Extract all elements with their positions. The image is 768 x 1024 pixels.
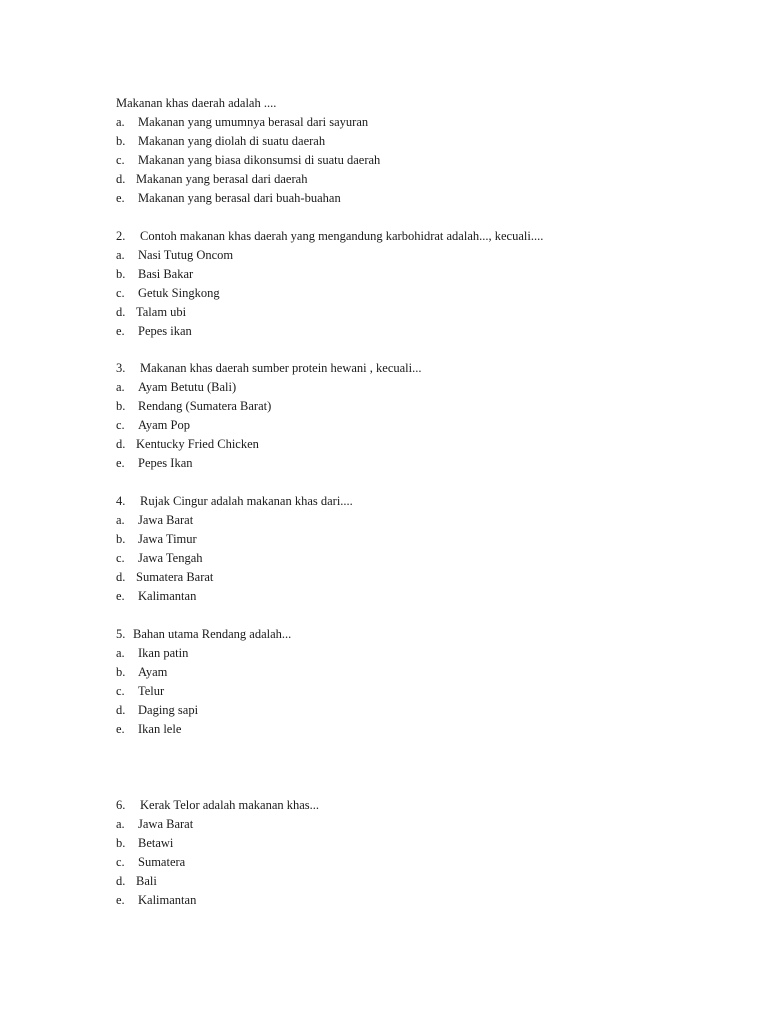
option-text: Pepes ikan <box>138 324 192 338</box>
question-5-option-c <box>116 682 164 701</box>
option-letter: a. <box>116 817 125 831</box>
option-text: Makanan yang biasa dikonsumsi di suatu daerah <box>138 153 381 167</box>
option-text: Ikan patin <box>138 646 189 660</box>
option-letter: c. <box>116 153 125 167</box>
option-text: Kentucky Fried Chicken <box>136 437 259 451</box>
option-letter: b. <box>116 134 126 148</box>
question-2-option-c <box>116 284 220 303</box>
question-6-option-b <box>116 834 173 853</box>
question-1-option-d <box>116 170 307 189</box>
question-6-option-e <box>116 891 196 910</box>
question-3-option-c <box>116 416 190 435</box>
option-letter: b. <box>116 836 126 850</box>
question-text: Kerak Telor adalah makanan khas... <box>140 798 320 812</box>
question-2-option-e <box>116 322 192 341</box>
option-text: Ayam Betutu (Bali) <box>138 380 237 394</box>
question-text: Contoh makanan khas daerah yang mengandung karbohidrat adalah..., kecuali.... <box>140 229 544 243</box>
question-1-option-a <box>116 113 368 132</box>
option-letter: d. <box>116 570 126 584</box>
option-text: Makanan yang diolah di suatu daerah <box>138 134 326 148</box>
option-letter: e. <box>116 324 125 338</box>
question-2-option-b <box>116 265 193 284</box>
option-letter: b. <box>116 532 126 546</box>
option-text: Sumatera Barat <box>136 570 214 584</box>
question-6-option-d <box>116 872 157 891</box>
option-text: Jawa Tengah <box>138 551 203 565</box>
option-letter: e. <box>116 589 125 603</box>
option-text: Makanan yang berasal dari buah-buahan <box>138 191 341 205</box>
option-letter: d. <box>116 305 126 319</box>
option-letter: b. <box>116 267 126 281</box>
option-text: Kalimantan <box>138 589 197 603</box>
question-5-option-d <box>116 701 198 720</box>
option-letter: a. <box>116 115 125 129</box>
question-1-option-b <box>116 132 325 151</box>
question-1-option-c <box>116 151 380 170</box>
option-text: Ayam <box>138 665 168 679</box>
option-text: Telur <box>138 684 165 698</box>
option-text: Nasi Tutug Oncom <box>138 248 234 262</box>
option-text: Pepes Ikan <box>138 456 193 470</box>
option-letter: c. <box>116 286 125 300</box>
question-5-option-e <box>116 720 181 739</box>
option-text: Makanan yang berasal dari daerah <box>136 172 308 186</box>
question-4-option-b <box>116 530 197 549</box>
question-4-option-d <box>116 568 213 587</box>
option-text: Betawi <box>138 836 174 850</box>
option-letter: a. <box>116 513 125 527</box>
question-3-option-e <box>116 454 193 473</box>
question-text: Rujak Cingur adalah makanan khas dari.... <box>140 494 353 508</box>
question-number: 4. <box>116 494 126 508</box>
option-text: Getuk Singkong <box>138 286 220 300</box>
option-letter: b. <box>116 665 126 679</box>
question-3-option-b <box>116 397 271 416</box>
option-letter: a. <box>116 646 125 660</box>
question-3-option-d <box>116 435 259 454</box>
question-4-option-a <box>116 511 193 530</box>
option-letter: c. <box>116 684 125 698</box>
option-text: Jawa Barat <box>138 513 194 527</box>
option-letter: d. <box>116 437 126 451</box>
option-letter: e. <box>116 893 125 907</box>
option-text: Jawa Barat <box>138 817 194 831</box>
option-text: Talam ubi <box>136 305 187 319</box>
option-letter: a. <box>116 380 125 394</box>
option-letter: c. <box>116 551 125 565</box>
option-text: Rendang (Sumatera Barat) <box>138 399 272 413</box>
option-text: Daging sapi <box>138 703 199 717</box>
option-text: Sumatera <box>138 855 186 869</box>
question-text: Bahan utama Rendang adalah... <box>133 627 292 641</box>
option-letter: c. <box>116 418 125 432</box>
question-text: Makanan khas daerah adalah .... <box>116 96 277 110</box>
question-4-option-e <box>116 587 196 606</box>
option-text: Basi Bakar <box>138 267 194 281</box>
question-number: 2. <box>116 229 126 243</box>
option-text: Kalimantan <box>138 893 197 907</box>
question-3-option-a <box>116 378 236 397</box>
question-1-option-e <box>116 189 341 208</box>
option-letter: e. <box>116 456 125 470</box>
question-5-option-a <box>116 644 188 663</box>
question-1-text <box>116 94 276 113</box>
option-text: Jawa Timur <box>138 532 197 546</box>
question-6-option-c <box>116 853 185 872</box>
option-letter: d. <box>116 172 126 186</box>
option-text: Makanan yang umumnya berasal dari sayuran <box>138 115 369 129</box>
option-letter: e. <box>116 722 125 736</box>
question-2-text <box>116 227 543 246</box>
question-5-text <box>116 625 291 644</box>
question-text: Makanan khas daerah sumber protein hewani , kecuali... <box>140 361 422 375</box>
question-2-option-d <box>116 303 186 322</box>
question-3-text <box>116 359 422 378</box>
option-letter: e. <box>116 191 125 205</box>
option-text: Bali <box>136 874 157 888</box>
question-4-option-c <box>116 549 203 568</box>
question-2-option-a <box>116 246 233 265</box>
option-letter: d. <box>116 703 126 717</box>
question-6-text <box>116 796 319 815</box>
option-letter: c. <box>116 855 125 869</box>
option-letter: b. <box>116 399 126 413</box>
question-4-text <box>116 492 353 511</box>
question-number: 3. <box>116 361 126 375</box>
question-number: 6. <box>116 798 126 812</box>
option-letter: d. <box>116 874 126 888</box>
option-letter: a. <box>116 248 125 262</box>
question-5-option-b <box>116 663 167 682</box>
option-text: Ayam Pop <box>138 418 190 432</box>
question-number: 5. <box>116 627 126 641</box>
question-6-option-a <box>116 815 193 834</box>
option-text: Ikan lele <box>138 722 182 736</box>
